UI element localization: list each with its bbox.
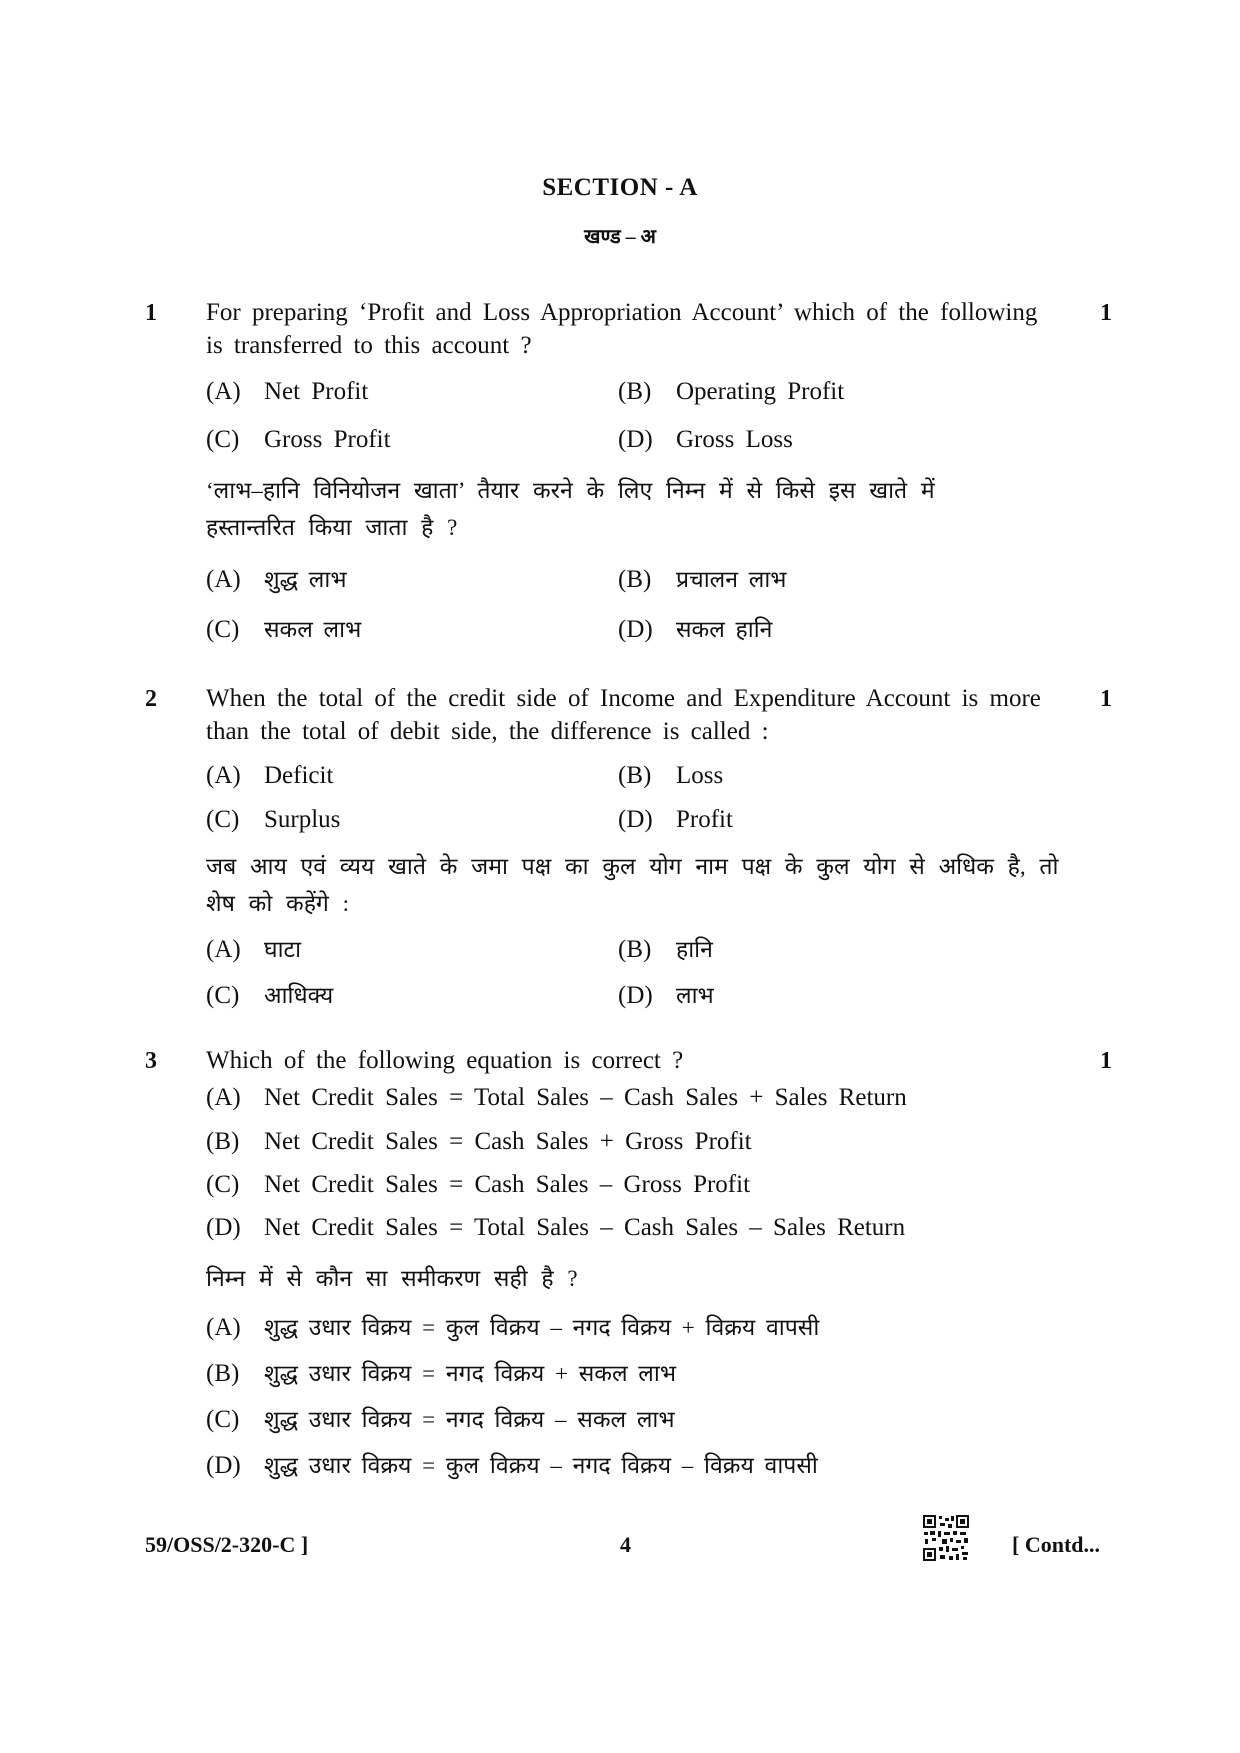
option-text: Net Credit Sales = Cash Sales – Gross Profit <box>264 1171 751 1198</box>
option-label: (D) <box>206 1214 241 1241</box>
option-a-hi <box>206 1310 819 1342</box>
continued-label: [ Contd... <box>1012 1532 1101 1557</box>
option-d-hi <box>618 978 714 1010</box>
question-text-hi: जब आय एवं व्यय खाते के जमा पक्ष का कुल योग नाम पक्ष के कुल योग से अधिक है, तो शेष को कहेंगे : <box>206 854 1059 916</box>
option-label: (A) <box>206 936 241 963</box>
option-d-en <box>618 806 733 834</box>
option-text: आधिक्य <box>264 983 334 1008</box>
question-text-en: Which of the following equation is correct ? <box>206 1047 684 1074</box>
paper-code: 59/OSS/2-320-C ] <box>145 1532 309 1557</box>
option-label: (B) <box>206 1128 240 1155</box>
option-text: Net Profit <box>264 378 369 405</box>
section-title: SECTION - A <box>542 174 698 201</box>
option-text: शुद्ध उधार विक्रय = कुल विक्रय – नगद विक्रय + विक्रय वापसी <box>264 1315 820 1340</box>
option-label: (C) <box>206 426 240 453</box>
option-d-hi <box>618 612 772 644</box>
option-c-hi <box>206 978 333 1010</box>
option-text: Loss <box>676 762 724 789</box>
option-c-hi <box>206 612 361 644</box>
option-label: (C) <box>206 1406 240 1433</box>
option-b-en <box>618 762 723 790</box>
question-number: 1 <box>145 300 157 326</box>
question-text-en: For preparing ‘Profit and Loss Appropriation Account’ which of the following is transferred to this account ? <box>206 299 1038 359</box>
option-text: Profit <box>676 806 733 833</box>
option-label: (B) <box>618 378 652 405</box>
option-a-hi <box>206 562 347 594</box>
option-text: Gross Profit <box>264 426 391 453</box>
option-a-en <box>206 378 368 406</box>
option-b-en <box>618 378 844 406</box>
question-text-en: When the total of the credit side of Income and Expenditure Account is more than the total of debit side, the difference is called : <box>206 685 1041 745</box>
option-a-hi <box>206 932 301 964</box>
option-text: Net Credit Sales = Total Sales – Cash Sales + Sales Return <box>264 1084 907 1111</box>
option-label: (A) <box>206 1084 241 1111</box>
option-text: शुद्ध उधार विक्रय = कुल विक्रय – नगद विक्रय – विक्रय वापसी <box>264 1453 818 1478</box>
question-number: 2 <box>145 686 157 712</box>
option-text: लाभ <box>676 983 714 1008</box>
option-text: Net Credit Sales = Total Sales – Cash Sales – Sales Return <box>264 1214 906 1241</box>
question-number: 3 <box>145 1048 157 1074</box>
option-text: सकल हानि <box>676 617 773 642</box>
option-text: शुद्ध उधार विक्रय = नगद विक्रय + सकल लाभ <box>264 1361 677 1386</box>
option-a-en <box>206 762 333 790</box>
option-b-hi <box>206 1356 676 1388</box>
option-label: (A) <box>206 1314 241 1341</box>
option-label: (C) <box>206 806 240 833</box>
option-text: Operating Profit <box>676 378 845 405</box>
question-marks: 1 <box>1100 686 1112 712</box>
option-a-en <box>206 1084 907 1112</box>
option-label: (D) <box>618 616 653 643</box>
section-subtitle: खण्ड – अ <box>584 226 656 248</box>
option-text: सकल लाभ <box>264 617 362 642</box>
option-text: Net Credit Sales = Cash Sales + Gross Profit <box>264 1128 752 1155</box>
page-number: 4 <box>620 1532 631 1557</box>
option-b-hi <box>618 562 786 594</box>
option-label: (B) <box>206 1360 240 1387</box>
question-marks: 1 <box>1100 300 1112 326</box>
option-label: (D) <box>206 1452 241 1479</box>
option-label: (B) <box>618 566 652 593</box>
question-text-hi: ‘लाभ–हानि विनियोजन खाता’ तैयार करने के लिए निम्न में से किसे इस खाते में हस्तान्तरित किया जाता है ? <box>206 478 935 540</box>
option-label: (D) <box>618 982 653 1009</box>
option-text: घाटा <box>264 937 302 962</box>
option-label: (A) <box>206 762 241 789</box>
option-text: हानि <box>676 937 713 962</box>
option-label: (D) <box>618 426 653 453</box>
option-d-en <box>618 426 793 454</box>
question-text-hi: निम्न में से कौन सा समीकरण सही है ? <box>206 1266 578 1291</box>
option-d-en <box>206 1214 905 1242</box>
option-text: Gross Loss <box>676 426 793 453</box>
option-label: (C) <box>206 1171 240 1198</box>
option-text: Surplus <box>264 806 341 833</box>
option-b-en <box>206 1128 752 1156</box>
option-label: (B) <box>618 936 652 963</box>
option-c-en <box>206 1171 750 1199</box>
option-c-en <box>206 426 391 454</box>
option-text: प्रचालन लाभ <box>676 567 787 592</box>
question-marks: 1 <box>1100 1048 1112 1074</box>
option-c-hi <box>206 1402 675 1434</box>
option-label: (A) <box>206 378 241 405</box>
option-b-hi <box>618 932 713 964</box>
option-label: (D) <box>618 806 653 833</box>
qr-code-icon <box>922 1514 970 1562</box>
option-label: (B) <box>618 762 652 789</box>
option-text: Deficit <box>264 762 334 789</box>
option-c-en <box>206 806 340 834</box>
option-label: (A) <box>206 566 241 593</box>
option-text: शुद्ध लाभ <box>264 567 347 592</box>
option-label: (C) <box>206 616 240 643</box>
option-d-hi <box>206 1448 818 1480</box>
option-text: शुद्ध उधार विक्रय = नगद विक्रय – सकल लाभ <box>264 1407 675 1432</box>
option-label: (C) <box>206 982 240 1009</box>
